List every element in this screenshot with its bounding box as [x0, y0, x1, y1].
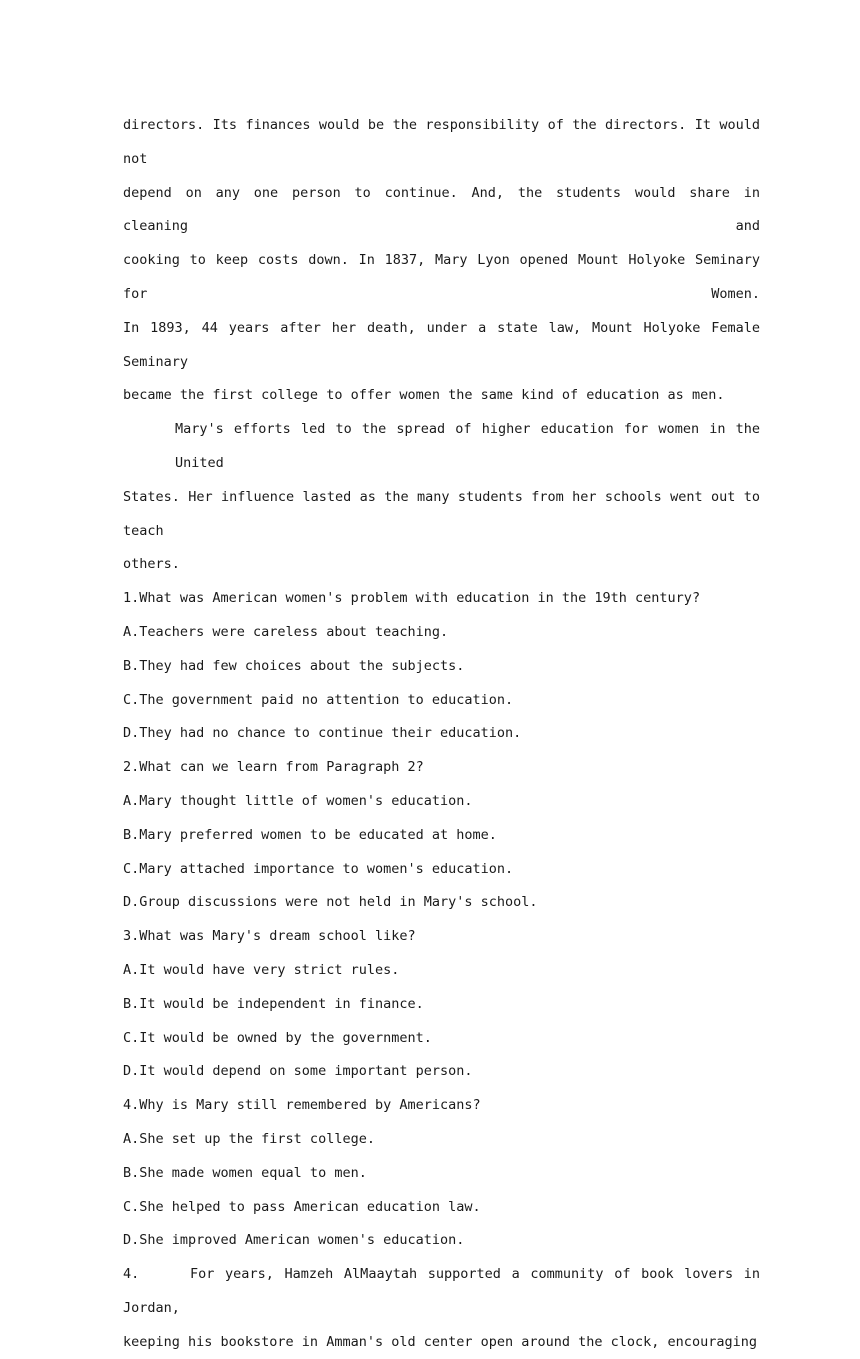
answer-option: C.Mary attached importance to women's education.: [123, 860, 514, 877]
answer-option: D.Group discussions were not held in Mary's school.: [123, 894, 538, 911]
question-stem: 3.What was Mary's dream school like?: [123, 928, 416, 945]
passage-continuation: [123, 109, 760, 413]
question-list: [123, 582, 760, 1258]
paragraph-line: States. Her influence lasted as the many students from her schools went out to teach: [123, 488, 760, 539]
answer-option: C.She helped to pass American education law.: [123, 1198, 481, 1215]
question-block: [123, 582, 760, 751]
answer-option: B.It would be independent in finance.: [123, 995, 424, 1012]
next-passage-line: keeping his bookstore in Amman's old center open around the clock, encouraging: [123, 1333, 757, 1350]
question-block: [123, 920, 760, 1089]
closing-paragraph: [123, 413, 760, 582]
question-stem: 1.What was American women's problem with education in the 19th century?: [123, 590, 701, 607]
answer-option: C.The government paid no attention to education.: [123, 691, 514, 708]
answer-option: A.It would have very strict rules.: [123, 961, 400, 978]
answer-option: D.They had no chance to continue their education.: [123, 725, 522, 742]
answer-option: B.They had few choices about the subjects.: [123, 657, 465, 674]
passage-line: In 1893, 44 years after her death, under a state law, Mount Holyoke Female Seminary: [123, 319, 760, 370]
passage-number: 4.: [123, 1266, 140, 1283]
paragraph-line: Mary's efforts led to the spread of higher education for women in the United: [175, 421, 760, 471]
passage-line: depend on any one person to continue. And, the students would share in cleaning and: [123, 184, 760, 235]
answer-option: A.She set up the first college.: [123, 1130, 375, 1147]
answer-option: A.Teachers were careless about teaching.: [123, 623, 449, 640]
question-block: [123, 751, 760, 920]
passage-line: became the first college to offer women the same kind of education as men.: [123, 387, 725, 404]
answer-option: A.Mary thought little of women's education.: [123, 792, 473, 809]
answer-option: D.It would depend on some important person.: [123, 1063, 473, 1080]
passage-line: directors. Its finances would be the responsibility of the directors. It would not: [123, 117, 760, 167]
next-passage-line: [123, 1258, 760, 1326]
paragraph-line: others.: [123, 556, 180, 573]
answer-option: D.She improved American women's education.: [123, 1232, 465, 1249]
question-stem: 2.What can we learn from Paragraph 2?: [123, 759, 424, 776]
question-stem: 4.Why is Mary still remembered by Americans?: [123, 1097, 481, 1114]
next-passage: [123, 1258, 760, 1359]
passage-line: cooking to keep costs down. In 1837, Mary Lyon opened Mount Holyoke Seminary for Women.: [123, 252, 760, 302]
next-passage-text: For years, Hamzeh AlMaaytah supported a community of book lovers in Jordan,: [123, 1266, 760, 1316]
question-block: [123, 1089, 760, 1258]
answer-option: C.It would be owned by the government.: [123, 1029, 432, 1046]
answer-option: B.She made women equal to men.: [123, 1164, 367, 1181]
answer-option: B.Mary preferred women to be educated at home.: [123, 826, 497, 843]
